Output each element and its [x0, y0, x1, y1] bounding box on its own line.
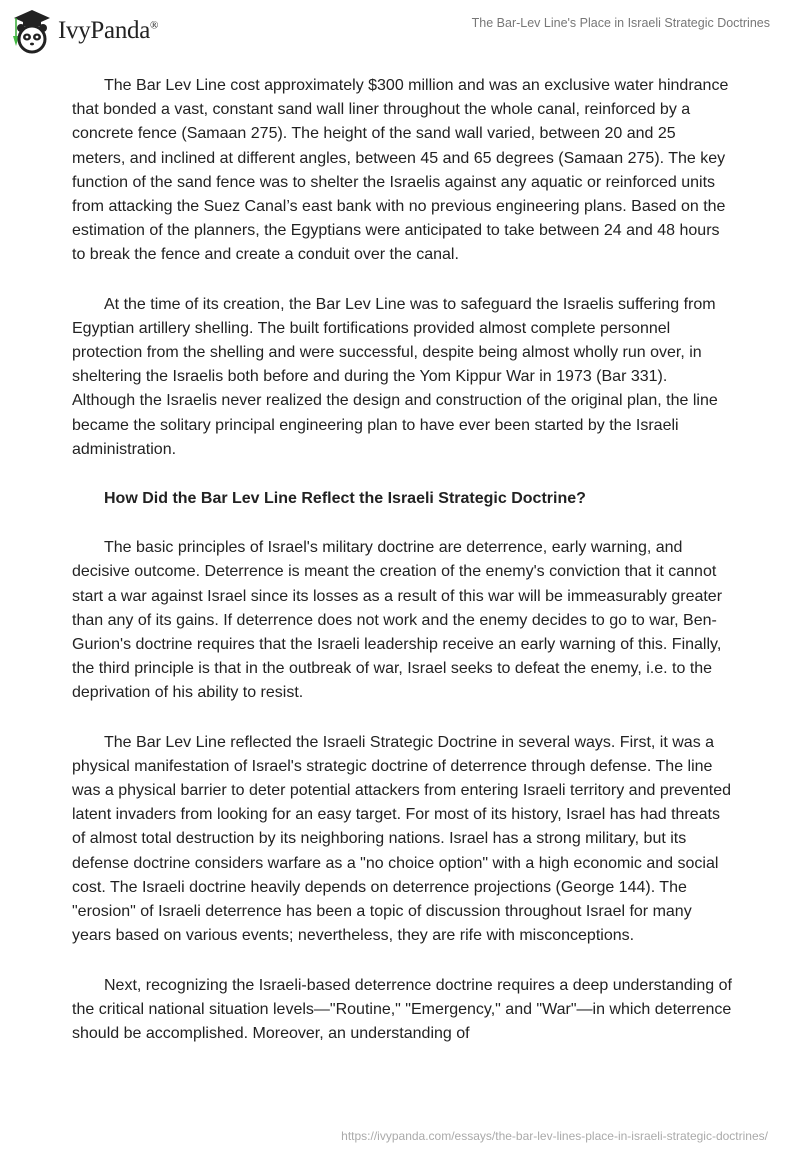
- document-title: The Bar-Lev Line's Place in Israeli Strategic Doctrines: [471, 16, 770, 30]
- paragraph: The basic principles of Israel's military doctrine are deterrence, early warning, and decisive outcome. Deterrence is meant the creation of the enemy's conviction that it cannot start a war against Israel since its losses as a result of this war will be immeasurably greater than any of its gains. If deterrence does not work and the enemy decides to go to war, Ben-Gurion's doctrine requires that the Israeli leadership receive an early warning of this. Finally, the third principle is that in the outbreak of war, Israel seeks to defeat the enemy, i.e. to the deprivation of his ability to resist.: [72, 539, 723, 702]
- paragraph: The Bar Lev Line cost approximately $300 million and was an exclusive water hindrance that bonded a vast, constant sand wall liner throughout the whole canal, reinforced by a concrete fence (Samaan 275). The height of the sand wall varied, between 20 and 25 meters, and inclined at different angles, between 45 and 65 degrees (Samaan 275). The key function of the sand fence was to shelter the Israelis against any aquatic or reinforced units from attacking the Suez Canal’s east bank with no previous engineering plans. Based on the estimation of the planners, the Egyptians were anticipated to take between 24 and 48 hours to break the fence and create a conduit over the canal.: [72, 77, 729, 264]
- paragraph: At the time of its creation, the Bar Lev Line was to safeguard the Israelis suffering from Egyptian artillery shelling. The built fortifications provided almost complete personnel protection from the shelling and were successful, despite being almost wholly run over, in sheltering the Israelis both before and during the Yom Kippur War in 1973 (Bar 331). Although the Israelis never realized the design and construction of the original plan, the line became the solitary principal engineering plan to have ever been started by the Israeli administration.: [72, 295, 718, 458]
- section-heading: How Did the Bar Lev Line Reflect the Israeli Strategic Doctrine?: [104, 490, 586, 508]
- essay-body: [72, 74, 732, 1071]
- page-header: [0, 0, 800, 60]
- paragraph: The Bar Lev Line reflected the Israeli Strategic Doctrine in several ways. First, it was a physical manifestation of Israel's strategic doctrine of deterrence through defense. The line was a physical barrier to deter potential attackers from entering Israeli territory and prevented latent invaders from looking for an easy target. For most of its history, Israel has had threats of almost total destruction by its neighboring nations. Israel has a strong military, but its defense doctrine considers warfare as a "no choice option" with a high economic and social cost. The Israeli doctrine heavily depends on deterrence projections (George 144). The "erosion" of Israeli deterrence has been a topic of discussion throughout Israel for many years based on various events; nevertheless, they are rife with misconceptions.: [72, 733, 731, 945]
- brand-name: IvyPanda®: [58, 17, 159, 44]
- panda-graduate-icon: [12, 8, 52, 54]
- source-url[interactable]: https://ivypanda.com/essays/the-bar-lev-lines-place-in-israeli-strategic-doctrines/: [341, 1129, 768, 1143]
- ivypanda-logo[interactable]: [12, 8, 158, 54]
- paragraph: Next, recognizing the Israeli-based deterrence doctrine requires a deep understanding of the critical national situation levels—"Routine," "Emergency," and "War"—in which deterrence should be accomplished. Moreover, an understanding of: [72, 976, 732, 1042]
